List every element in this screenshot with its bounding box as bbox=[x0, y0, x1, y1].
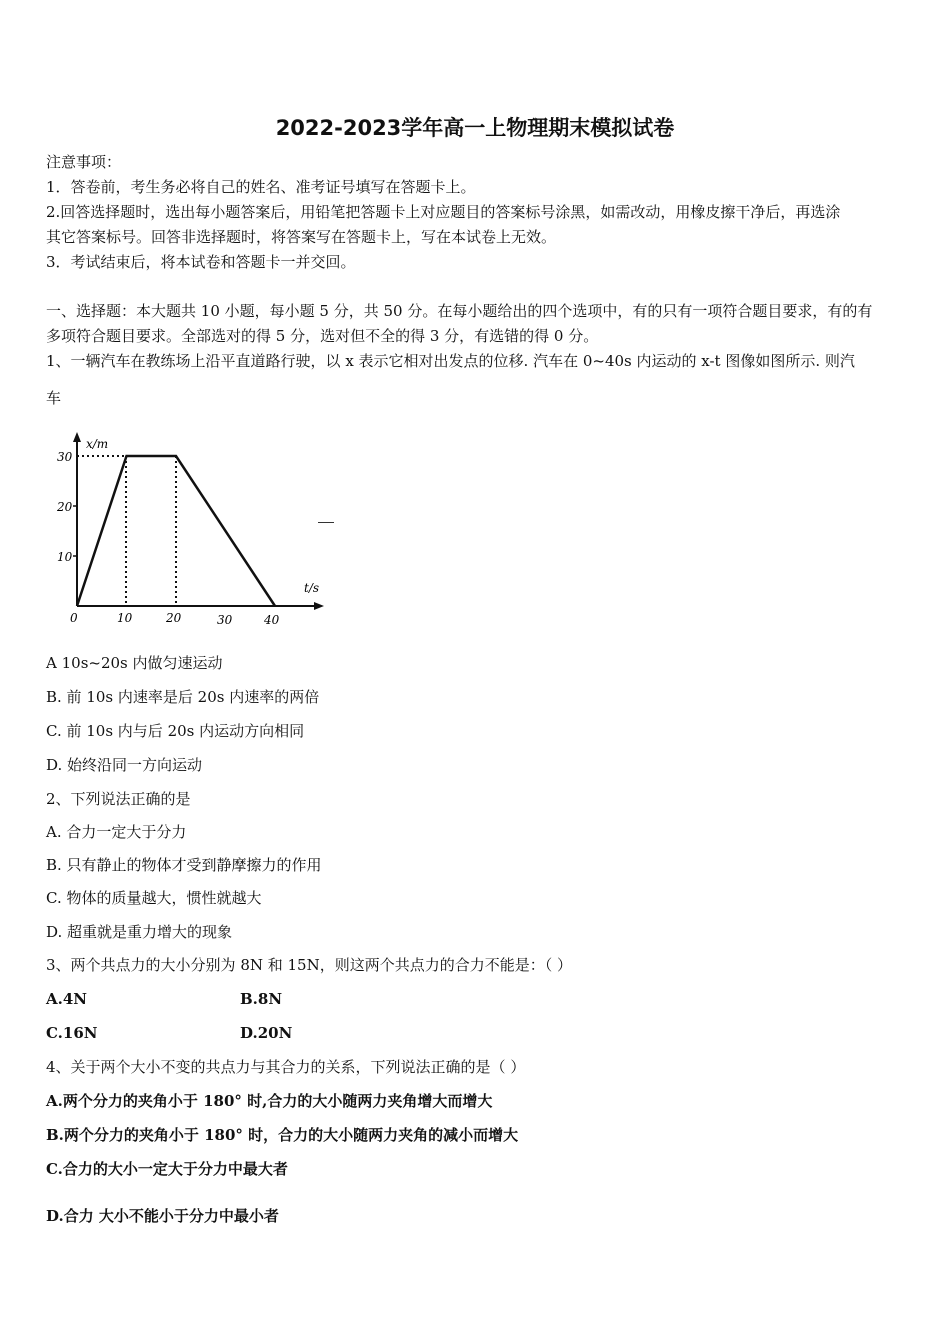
question-4-option-d: D.合力 大小不能小于分力中最小者 bbox=[46, 1207, 279, 1225]
notice-item-1: 1．答卷前，考生务必将自己的姓名、准考证号填写在答题卡上。 bbox=[46, 178, 476, 196]
x-tick-label: 0 bbox=[70, 611, 78, 625]
question-3-options-row-2 bbox=[46, 1023, 434, 1043]
y-tick-label: 30 bbox=[57, 450, 73, 464]
notice-item-2-line-2: 其它答案标号。回答非选择题时，将答案写在答题卡上，写在本试卷上无效。 bbox=[46, 228, 557, 246]
stray-dash-mark bbox=[318, 522, 334, 523]
question-3-options-row-1 bbox=[46, 989, 434, 1009]
x-tick-label: 30 bbox=[217, 613, 233, 627]
x-tick-label: 40 bbox=[264, 613, 280, 627]
question-3-option-b: B.8N bbox=[240, 990, 283, 1008]
section-1-instruction-line-2: 多项符合题目要求。全部选对的得 5 分，选对但不全的得 3 分，有选错的得 0 分。 bbox=[46, 327, 599, 345]
notice-item-3: 3．考试结束后，将本试卷和答题卡一并交回。 bbox=[46, 253, 356, 271]
y-axis-arrow-icon bbox=[73, 432, 81, 442]
section-1-instruction-line-1: 一、选择题：本大题共 10 小题，每小题 5 分，共 50 分。在每小题给出的四个选项中，有的只有一项符合题目要求，有的有 bbox=[46, 302, 873, 320]
x-axis-label: t/s bbox=[304, 581, 320, 595]
question-2-option-c: C. 物体的质量越大，惯性就越大 bbox=[46, 889, 262, 907]
notice-item-2-line-1: 2.回答选择题时，选出每小题答案后，用铅笔把答题卡上对应题目的答案标号涂黑，如需改动，用橡皮擦干净后，再选涂 bbox=[46, 203, 841, 221]
x-tick-label: 10 bbox=[117, 611, 133, 625]
question-4-option-b: B.两个分力的夹角小于 180° 时，合力的大小随两力夹角的减小而增大 bbox=[46, 1126, 519, 1144]
question-4-option-c: C.合力的大小一定大于分力中最大者 bbox=[46, 1160, 288, 1178]
question-2-option-b: B. 只有静止的物体才受到静摩擦力的作用 bbox=[46, 856, 322, 874]
question-1-stem-line-2: 车 bbox=[46, 389, 62, 407]
question-4-option-a: A.两个分力的夹角小于 180° 时,合力的大小随两力夹角增大而增大 bbox=[46, 1092, 493, 1110]
question-3-option-c: C.16N bbox=[46, 1024, 98, 1042]
question-1-option-b: B. 前 10s 内速率是后 20s 内速率的两倍 bbox=[46, 688, 320, 706]
question-3-option-a: A.4N bbox=[46, 990, 88, 1008]
y-axis-label: x/m bbox=[86, 437, 109, 451]
question-2-option-a: A. 合力一定大于分力 bbox=[46, 823, 187, 841]
question-1-stem-line-1: 1、一辆汽车在教练场上沿平直道路行驶，以 x 表示它相对出发点的位移. 汽车在 0~40s 内运动的 x-t 图像如图所示. 则汽 bbox=[46, 352, 855, 370]
question-1-option-a: A 10s~20s 内做匀速运动 bbox=[46, 654, 223, 672]
notice-heading: 注意事项： bbox=[46, 153, 122, 171]
question-1-option-d: D. 始终沿同一方向运动 bbox=[46, 756, 203, 774]
x-tick-label: 20 bbox=[166, 611, 182, 625]
question-3-stem: 3、两个共点力的大小分别为 8N 和 15N，则这两个共点力的合力不能是：（ ） bbox=[46, 956, 572, 974]
question-1-option-c: C. 前 10s 内与后 20s 内运动方向相同 bbox=[46, 722, 305, 740]
question-2-stem: 2、下列说法正确的是 bbox=[46, 790, 191, 808]
y-tick-label: 20 bbox=[57, 500, 73, 514]
x-t-graph bbox=[42, 426, 332, 632]
question-3-option-d: D.20N bbox=[240, 1024, 293, 1042]
y-tick-label: 10 bbox=[57, 550, 73, 564]
question-4-stem: 4、关于两个大小不变的共点力与其合力的关系，下列说法正确的是（ ） bbox=[46, 1058, 526, 1076]
page-title: 2022-2023学年高一上物理期末模拟试卷 bbox=[275, 116, 675, 140]
x-axis-arrow-icon bbox=[314, 602, 324, 610]
question-2-option-d: D. 超重就是重力增大的现象 bbox=[46, 923, 233, 941]
